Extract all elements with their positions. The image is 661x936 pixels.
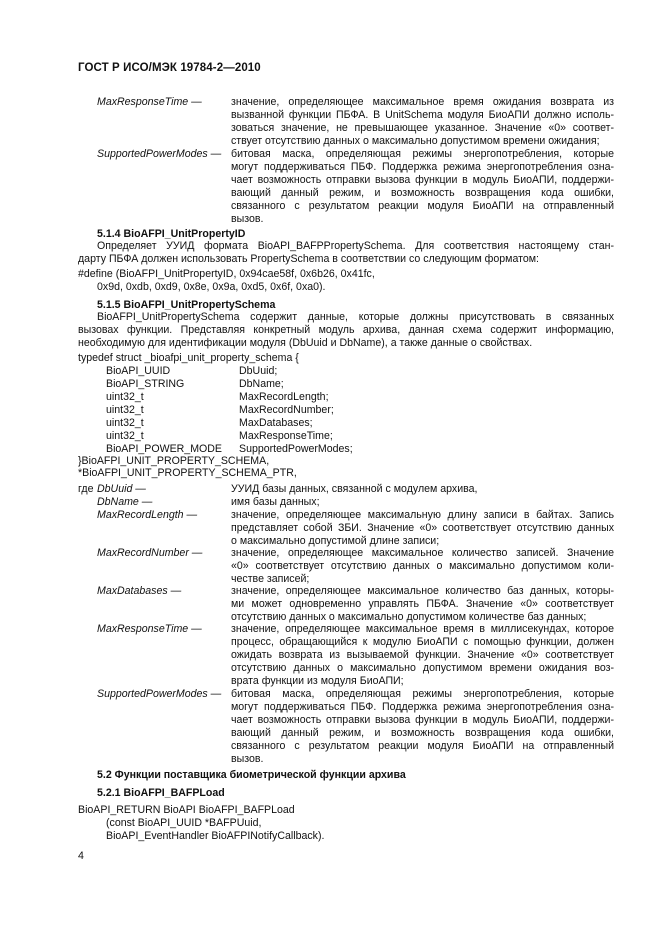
section-heading-5-1-5: 5.1.5 BioAFPI_UnitPropertySchema bbox=[97, 299, 276, 311]
term-max-record-length: MaxRecordLength — bbox=[97, 509, 198, 521]
paragraph-line: необходимую для идентификации модуля (DbUuid и DbName), а также данные о свойствах. bbox=[78, 337, 533, 349]
field-name: MaxDatabases; bbox=[239, 417, 313, 429]
code-function-param-2: BioAPI_EventHandler BioAFPINotifyCallback). bbox=[106, 830, 325, 842]
definition-max-record-number bbox=[231, 547, 614, 586]
definition-line: вызванной функции ПБФА. В UnitSchema модуля БиоАПИ должно исполь- bbox=[231, 109, 614, 121]
where-label: где bbox=[78, 483, 94, 495]
definition-line: значение, определяющее максимальное время ожидания возврата из bbox=[231, 96, 614, 108]
code-struct-close: }BioAFPI_UNIT_PROPERTY_SCHEMA, bbox=[78, 455, 270, 467]
section-heading-5-2: 5.2 Функции поставщика биометрической функции архива bbox=[97, 769, 406, 781]
paragraph-line: дарту ПБФА должен использовать PropertySchema в соответствии со следующим форматом: bbox=[78, 253, 539, 265]
page-number: 4 bbox=[78, 850, 84, 862]
paragraph-5-1-5 bbox=[78, 311, 614, 350]
definition-line: битовая маска, определяющая режимы энергопотребления, которые bbox=[231, 688, 614, 700]
term-supported-power-modes: SupportedPowerModes — bbox=[97, 148, 222, 160]
definition-line: вызов. bbox=[231, 213, 264, 225]
definition-line: ствует отсутствию данных о максимально допустимом времени ожидания; bbox=[231, 135, 600, 147]
term-supported-power-modes-2: SupportedPowerModes — bbox=[97, 688, 222, 700]
definition-line: ожидать возврата из вызываемой функции. Значение «0» соответствует bbox=[231, 649, 614, 661]
definition-line: «0» соответствует отсутствию данных о максимально допустимом коли- bbox=[231, 560, 614, 572]
definition-line: представляет собой ЗБИ. Значение «0» соответствует отсутствию данных bbox=[231, 522, 614, 534]
code-define-continuation: 0x9d, 0xdb, 0xd9, 0x8e, 0x9a, 0xd5, 0x6f, 0xa0). bbox=[97, 281, 326, 293]
code-typedef: typedef struct _bioafpi_unit_property_schema { bbox=[78, 352, 299, 364]
definition-line: значение, определяющее максимальную длину записи в байтах. Запись bbox=[231, 509, 614, 521]
definition-line: процесс, обращающийся к модулю БиоАПИ с помощью функции, должен bbox=[231, 636, 614, 648]
definition-line: отсутствию данных о максимально допустимом времени ожидания воз- bbox=[231, 662, 614, 674]
paragraph-line: BioAFPI_UnitPropertySchema содержит данные, которые должны присутствовать в связанных bbox=[97, 311, 614, 323]
term-dbname: DbName — bbox=[97, 496, 153, 508]
field-name: DbName; bbox=[239, 378, 284, 390]
definition-max-response-time-2 bbox=[231, 623, 614, 688]
field-name: SupportedPowerModes; bbox=[239, 443, 353, 455]
field-name: MaxResponseTime; bbox=[239, 430, 333, 442]
code-function-signature: BioAPI_RETURN BioAPI BioAFPI_BAFPLoad bbox=[78, 804, 295, 816]
field-type: BioAPI_POWER_MODE bbox=[106, 443, 222, 455]
code-function-param-1: (const BioAPI_UUID *BAFPUuid, bbox=[106, 817, 262, 829]
term-max-record-number: MaxRecordNumber — bbox=[97, 547, 203, 559]
definition-supported-power-modes-2 bbox=[231, 688, 614, 766]
definition-dbuuid: УУИД базы данных, связанной с модулем архива, bbox=[231, 483, 478, 495]
definition-supported-power-modes bbox=[231, 148, 614, 226]
definition-line: честве записей; bbox=[231, 573, 310, 585]
definition-line: вающий данный режим, и возможность возвращения кода ошибки, bbox=[231, 727, 614, 739]
field-name: MaxRecordNumber; bbox=[239, 404, 334, 416]
definition-max-databases bbox=[231, 585, 614, 624]
definition-line: значение, определяющее максимальное количество баз данных, которы- bbox=[231, 585, 614, 597]
definition-max-record-length bbox=[231, 509, 614, 548]
definition-line: связанного с результатом реакции модуля БиоАПИ на отправленный bbox=[231, 740, 614, 752]
definition-line: значение, определяющее максимальное количество записей. Значение bbox=[231, 547, 614, 559]
definition-line: врата функции из модуля БиоАПИ; bbox=[231, 675, 404, 687]
definition-line: отсутствию данных о максимально допустимом количестве баз данных; bbox=[231, 611, 587, 623]
paragraph-5-1-4 bbox=[78, 240, 614, 266]
field-type: uint32_t bbox=[106, 404, 144, 416]
field-name: DbUuid; bbox=[239, 365, 278, 377]
definition-dbname: имя базы данных; bbox=[231, 496, 320, 508]
definition-line: вающий данный режим, и возможность возвращения кода ошибки, bbox=[231, 187, 614, 199]
definition-line: чает возможность отправки вызова функции в модуль БиоАПИ, поддержи- bbox=[231, 714, 614, 726]
definition-line: могут поддерживаться ПБФ. Поддержка режима энергопотребления озна- bbox=[231, 161, 614, 173]
field-type: BioAPI_STRING bbox=[106, 378, 185, 390]
definition-line: вызов. bbox=[231, 753, 264, 765]
term-max-response-time: MaxResponseTime — bbox=[97, 96, 202, 108]
field-type: uint32_t bbox=[106, 391, 144, 403]
section-heading-5-2-1: 5.2.1 BioAFPI_BAFPLoad bbox=[97, 787, 225, 799]
paragraph-line: вызовах функции. Представляя конкретный модуль архива, данная схема содержит информацию, bbox=[78, 324, 614, 336]
term-max-databases: MaxDatabases — bbox=[97, 585, 182, 597]
definition-line: связанного с результатом реакции модуля БиоАПИ на отправленный bbox=[231, 200, 614, 212]
definition-line: битовая маска, определяющая режимы энергопотребления, которые bbox=[231, 148, 614, 160]
definition-max-response-time bbox=[231, 96, 614, 148]
term-max-response-time-2: MaxResponseTime — bbox=[97, 623, 202, 635]
definition-line: значение, определяющее максимальное время в миллисекундах, которое bbox=[231, 623, 614, 635]
definition-line: могут поддерживаться ПБФ. Поддержка режима энергопотребления озна- bbox=[231, 701, 614, 713]
term-dbuuid: DbUuid — bbox=[97, 483, 146, 495]
field-type: BioAPI_UUID bbox=[106, 365, 171, 377]
paragraph-line: Определяет УУИД формата BioAPI_BAFPPropertySchema. Для соответствия настоящему стан- bbox=[97, 240, 614, 252]
section-heading-5-1-4: 5.1.4 BioAFPI_UnitPropertyID bbox=[97, 228, 246, 240]
field-name: MaxRecordLength; bbox=[239, 391, 329, 403]
field-type: uint32_t bbox=[106, 417, 144, 429]
document-header: ГОСТ Р ИСО/МЭК 19784-2—2010 bbox=[78, 62, 261, 74]
definition-line: о максимально допустимой длине записи; bbox=[231, 535, 440, 547]
code-struct-pointer: *BioAFPI_UNIT_PROPERTY_SCHEMA_PTR, bbox=[78, 467, 297, 479]
field-type: uint32_t bbox=[106, 430, 144, 442]
definition-line: чает возможность отправки вызова функции в модуль БиоАПИ, поддержи- bbox=[231, 174, 614, 186]
definition-line: зоваться значение, не превышающее указанное. Значение «0» соответ- bbox=[231, 122, 614, 134]
definition-line: ми может одновременно управлять ПБФА. Значение «0» соответствует bbox=[231, 598, 614, 610]
code-define: #define (BioAFPI_UnitPropertyID, 0x94cae58f, 0x6b26, 0x41fc, bbox=[78, 268, 375, 280]
